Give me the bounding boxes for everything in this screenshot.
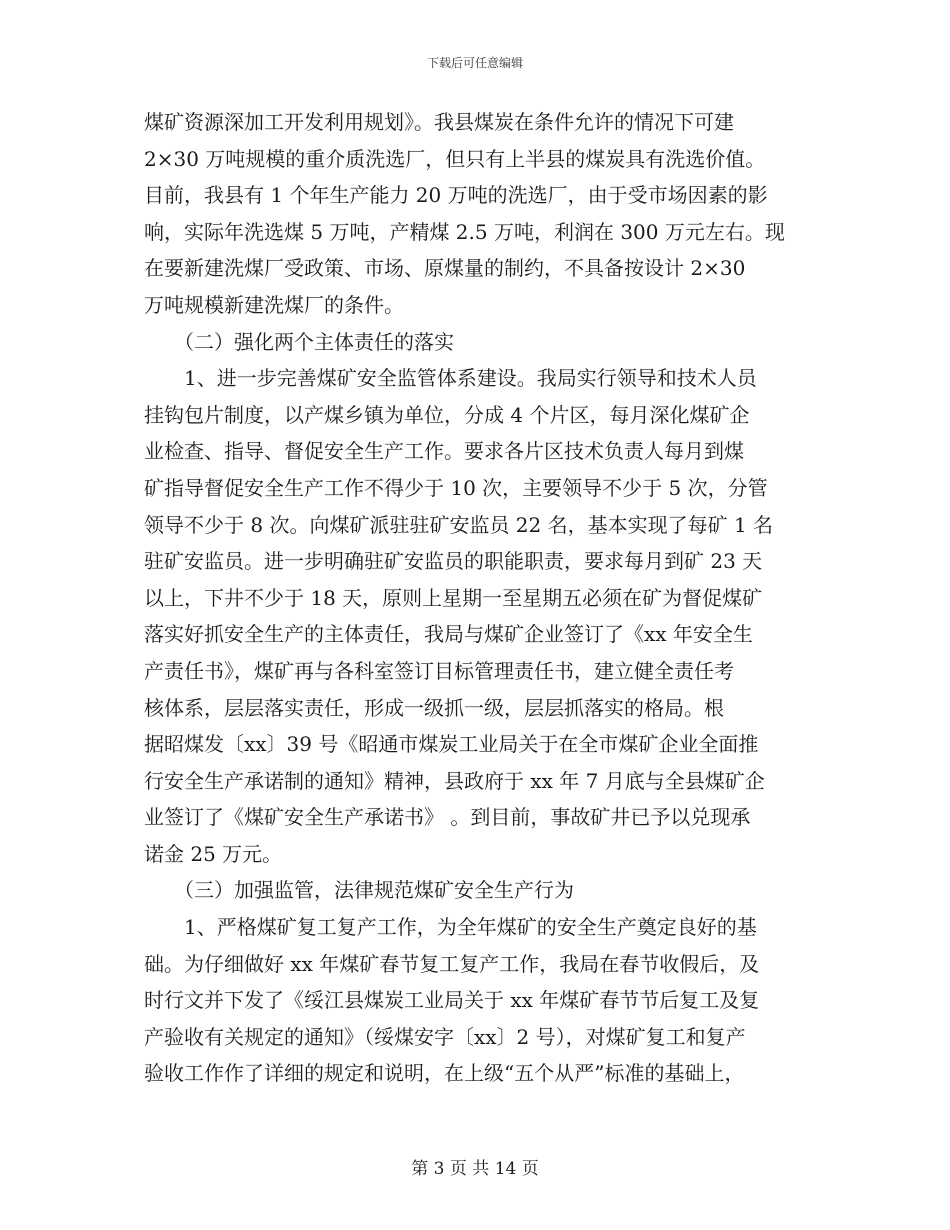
body-line: 万吨规模新建洗煤厂的条件。 xyxy=(144,292,404,317)
section-heading: （三）加强监管，法律规范煤矿安全生产行为 xyxy=(144,878,574,903)
body-line: 煤矿资源深加工开发利用规划》。我县煤炭在条件允许的情况下可建 xyxy=(144,110,734,134)
body-line: 目前，我县有 1 个年生产能力 20 万吨的洗选厂，由于受市场因素的影 xyxy=(144,183,768,208)
body-line: 领导不少于 8 次。向煤矿派驻驻矿安监员 22 名，基本实现了每矿 1 名 xyxy=(144,512,774,537)
body-line: 时行文并下发了《绥江县煤炭工业局关于 xx 年煤矿春节节后复工及复 xyxy=(144,988,760,1013)
body-line: 驻矿安监员。进一步明确驻矿安监员的职能职责，要求每月到矿 23 天 xyxy=(144,549,763,574)
body-line: 矿指导督促安全生产工作不得少于 10 次，主要领导不少于 5 次，分管 xyxy=(144,475,768,500)
body-line: 业签订了《煤矿安全生产承诺书》 。到目前，事故矿井已予以兑现承 xyxy=(144,805,751,830)
body-line: 1、严格煤矿复工复产工作，为全年煤矿的安全生产奠定良好的基 xyxy=(144,915,757,940)
body-line: 产责任书》，煤矿再与各科室签订目标管理责任书，建立健全责任考 xyxy=(144,658,734,683)
body-line: 1、进一步完善煤矿安全监管体系建设。我局实行领导和技术人员 xyxy=(144,366,757,391)
body-line: 础。为仔细做好 xx 年煤矿春节复工复产工作，我局在春节收假后，及 xyxy=(144,951,760,976)
body-line: 挂钩包片制度，以产煤乡镇为单位，分成 4 个片区，每月深化煤矿企 xyxy=(144,402,750,427)
body-line: 以上，下井不少于 18 天，原则上星期一至星期五必须在矿为督促煤矿 xyxy=(144,585,763,610)
body-line: 诺金 25 万元。 xyxy=(144,841,283,866)
body-line: 产验收有关规定的通知》（绥煤安字〔xx〕2 号），对煤矿复工和复产 xyxy=(144,1024,746,1049)
body-line: 在要新建洗煤厂受政策、市场、原煤量的制约，不具备按设计 2×30 xyxy=(144,256,746,281)
body-line: 验收工作作了详细的规定和说明，在上级“五个从严”标准的基础上， xyxy=(144,1061,745,1086)
body-line: 落实好抓安全生产的主体责任，我局与煤矿企业签订了《xx 年安全生 xyxy=(144,622,753,647)
body-line: 核体系，层层落实责任，形成一级抓一级，层层抓落实的格局。根 xyxy=(144,695,724,720)
body-line: 业检查、指导、督促安全生产工作。要求各片区技术负责人每月到煤 xyxy=(144,439,744,464)
section-heading: （二）强化两个主体责任的落实 xyxy=(144,329,454,354)
page-header: 下载后可任意编辑 xyxy=(426,56,523,70)
body-line: 2×30 万吨规模的重介质洗选厂，但只有上半县的煤炭具有洗选价值。 xyxy=(144,146,766,171)
body-line: 响，实际年洗选煤 5 万吨，产精煤 2.5 万吨，利润在 300 万元左右。现 xyxy=(144,219,785,244)
body-line: 行安全生产承诺制的通知》精神，县政府于 xx 年 7 月底与全县煤矿企 xyxy=(144,768,765,793)
document-body xyxy=(144,104,812,1092)
page-footer: 第 3 页 共 14 页 xyxy=(411,1159,539,1179)
body-line: 据昭煤发〔xx〕39 号《昭通市煤炭工业局关于在全市煤矿企业全面推 xyxy=(144,732,759,757)
